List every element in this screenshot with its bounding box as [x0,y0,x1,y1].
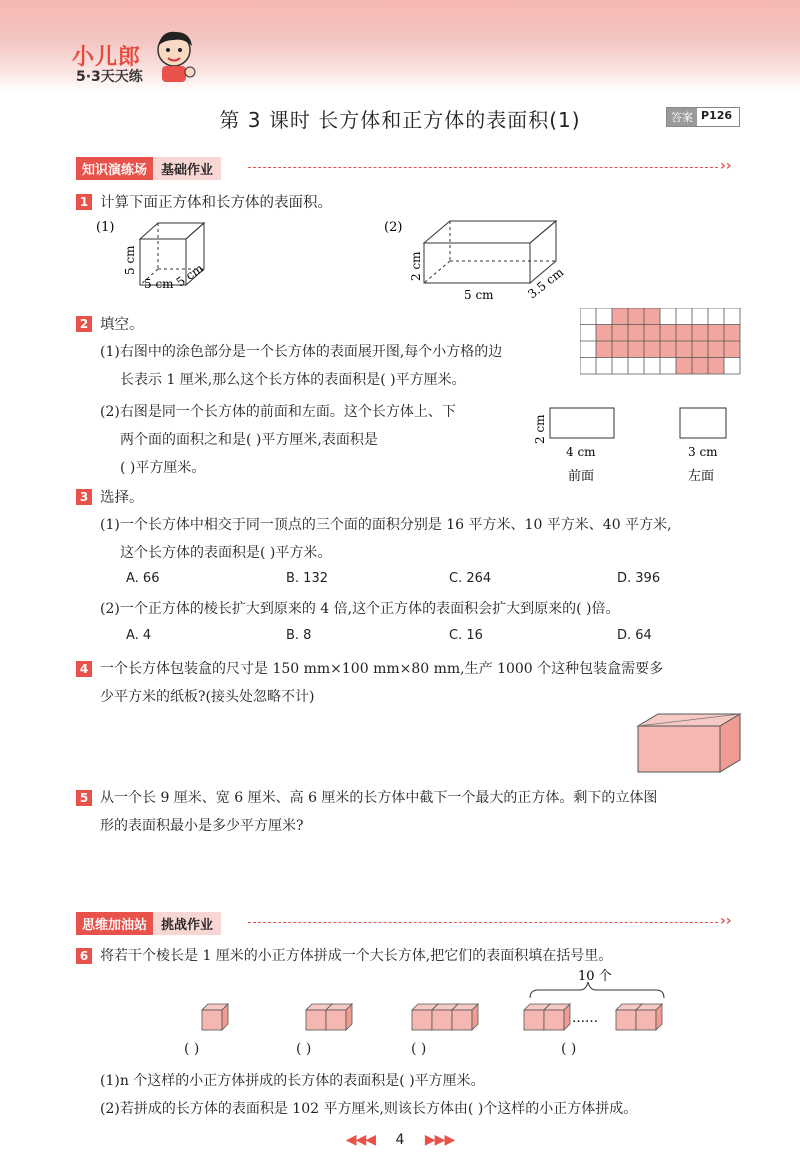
cubes-row-figure [180,968,680,1038]
question-number: 2 [76,316,92,332]
brace-label: 10 个 [578,969,612,984]
question-text[interactable]: (2)一个正方体的棱长扩大到原来的 4 倍,这个正方体的表面积会扩大到原来的( )倍。 [100,601,620,617]
dim-width: 5 cm [144,277,174,291]
answer-blank[interactable]: ( ) [296,1041,312,1057]
page-footer [0,1132,800,1148]
answer-blank[interactable]: ( ) [184,1041,200,1057]
brand-logo: 小儿郎 [72,45,142,70]
dim-depth: 5 cm [173,261,206,290]
box-figure [636,712,746,774]
chevron-right-icon: ›› [720,158,732,174]
question-text[interactable]: 长表示 1 厘米,那么这个长方体的表面积是( )平方厘米。 [120,372,466,388]
section-divider [248,167,718,168]
question-text: 将若干个棱长是 1 厘米的小正方体拼成一个大长方体,把它们的表面积填在括号里。 [100,948,613,964]
next-arrows-icon: ▶▶▶ [424,1132,455,1148]
dim-width: 4 cm [566,445,596,459]
answer-blank[interactable]: ( ) [561,1041,577,1057]
question-number: 1 [76,194,92,210]
page-title: 第 3 课时 长方体和正方体的表面积(1) [219,108,581,132]
question-text: 从一个长 9 厘米、宽 6 厘米、高 6 厘米的长方体中截下一个最大的正方体。剩下的立体图 [100,790,658,806]
question-number: 4 [76,661,92,677]
question-text: 填空。 [100,317,144,333]
option-d[interactable]: D. 64 [617,628,652,643]
option-b[interactable]: B. 8 [286,628,312,643]
question-text[interactable]: 这个长方体的表面积是( )平方米。 [120,545,332,561]
front-left-faces-figure [530,400,750,490]
answer-blank[interactable]: ( ) [411,1041,427,1057]
dim-height: 2 cm [409,251,423,281]
figure-label: (1) [96,220,115,235]
answer-tag-label: 答案 [667,108,697,126]
cuboid-figure [384,213,584,305]
question-text: 选择。 [100,490,144,506]
dim-depth: 3.5 cm [525,265,567,302]
dim-width: 5 cm [464,288,494,302]
question-text[interactable]: ( )平方厘米。 [120,460,206,476]
section-challenge-tag: 思维加油站 [76,912,153,935]
option-d[interactable]: D. 396 [617,571,661,586]
answer-tag-page: P126 [701,109,733,122]
question-text: 少平方米的纸板?(接头处忽略不计) [100,689,315,705]
question-text: (1)一个长方体中相交于同一顶点的三个面的面积分别是 16 平方米、10 平方米、40 平方米, [100,517,672,533]
section-divider [248,922,718,923]
figure-label: (2) [384,220,403,235]
face-label: 前面 [568,469,595,484]
question-number: 5 [76,790,92,806]
prev-arrows-icon: ◀◀◀ [345,1132,376,1148]
mascot-icon [150,28,198,86]
question-text: 一个长方体包装盒的尺寸是 150 mm×100 mm×80 mm,生产 1000 个这种包装盒需要多 [100,661,664,677]
question-text[interactable]: (1)n 个这样的小正方体拼成的长方体的表面积是( )平方厘米。 [100,1073,485,1089]
option-a[interactable]: A. 4 [126,628,152,643]
section-basic-label: 基础作业 [153,157,221,180]
cube-figure [96,215,256,295]
dim-height: 5 cm [123,245,137,275]
option-c[interactable]: C. 16 [449,628,483,643]
question-number: 3 [76,489,92,505]
net-grid-figure [580,308,746,378]
chevron-right-icon: ›› [720,913,732,929]
question-text: 计算下面正方体和长方体的表面积。 [100,195,332,211]
section-basic-header [76,157,221,180]
question-text[interactable]: (2)若拼成的长方体的表面积是 102 平方厘米,则该长方体由( )个这样的小正方体拼成。 [100,1101,638,1117]
page-number: 4 [395,1132,405,1148]
ellipsis: …… [572,1011,598,1026]
dim-height: 2 cm [533,414,547,444]
option-a[interactable]: A. 66 [126,571,160,586]
section-basic-tag: 知识演练场 [76,157,153,180]
answer-page-tag[interactable] [666,107,740,127]
face-label: 左面 [688,469,715,484]
question-text: 形的表面积最小是多少平方厘米? [100,818,304,834]
question-text[interactable]: 两个面的面积之和是( )平方厘米,表面积是 [120,432,378,448]
question-text: (2)右图是同一个长方体的前面和左面。这个长方体上、下 [100,404,456,420]
brand-subtitle: 5·3天天练 [76,69,143,85]
option-c[interactable]: C. 264 [449,571,492,586]
option-b[interactable]: B. 132 [286,571,328,586]
question-text: (1)右图中的涂色部分是一个长方体的表面展开图,每个小方格的边 [100,344,503,360]
section-challenge-label: 挑战作业 [153,912,221,935]
section-challenge-header [76,912,221,935]
question-number: 6 [76,948,92,964]
dim-width: 3 cm [688,445,718,459]
